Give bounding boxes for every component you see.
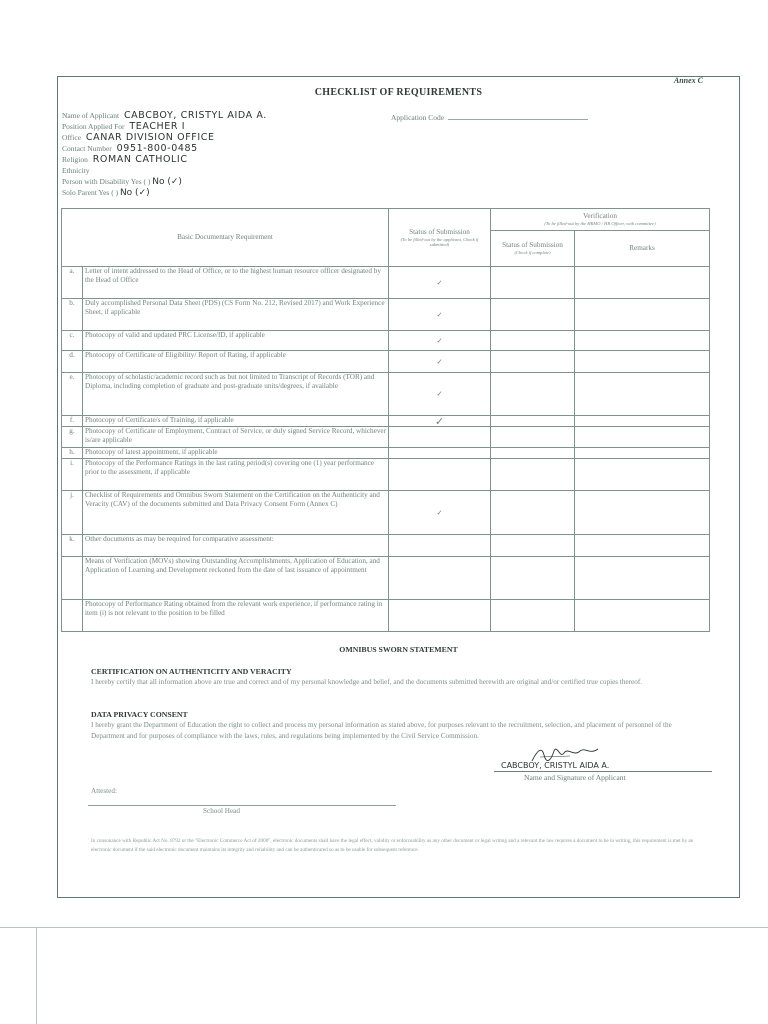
signature-name: CABCBOY, CRISTYL AIDA A. <box>501 761 610 770</box>
application-code-field <box>391 113 588 122</box>
attested-label: Attested: <box>91 787 117 795</box>
signature-line <box>494 771 712 772</box>
header-status: Status of Submission (To be filled-out by the applicant, Check if submitted) <box>389 209 491 267</box>
office-value: CANAR DIVISION OFFICE <box>85 132 215 143</box>
status-check[interactable]: ✓ <box>389 491 491 535</box>
table-row: Photocopy of Performance Rating obtained from the relevant work experience, if performance rating in item (i) is not relevant to the position to be filled <box>62 600 710 632</box>
applicant-name-field: Name of Applicant CABCBOY, CRISTYL AIDA A. <box>62 110 267 121</box>
religion-value: ROMAN CATHOLIC <box>92 154 188 165</box>
status-check[interactable] <box>389 459 491 491</box>
ethnicity-field: Ethnicity <box>62 166 90 175</box>
cav-text: I hereby certify that all information above are true and correct and of my personal knowledge and belief, and the documents submitted herewith are original and/or certified true copies thereof. <box>91 678 643 686</box>
page-bottom-divider <box>0 927 768 928</box>
school-head-line <box>88 805 396 806</box>
table-row: f. Photocopy of Certificate/s of Training, if applicable ✓ <box>62 416 710 427</box>
table-row: b. Duly accomplished Personal Data Sheet (PDS) (CS Form No. 212, Revised 2017) and Work Experience Sheet, if applicable ✓ <box>62 299 710 331</box>
header-verification: Verification (To be filled-out by the HRMO / HR Officer, with committee) <box>491 209 710 231</box>
status-check[interactable]: ✓ <box>389 331 491 351</box>
page-bottom-margin-mark <box>36 927 37 1024</box>
status-check[interactable]: ✓ <box>389 299 491 331</box>
legal-footnote: In consonance with Republic Act No. 8792 or the "Electronic Commerce Act of 2000", electronic documents shall have the legal effect, validity or enforceability as any other document or legal writing and a relevant the law requires a document to be in writing, this requirement is met by an electronic document if the said electronic document maintains its integrity and reliability and can be authenticated so as to be usable for subsequent reference. <box>91 838 694 853</box>
pwd-field: Person with Disability Yes ( ) No (✓) <box>62 177 182 187</box>
table-row: g. Photocopy of Certificate of Employment, Contract of Service, or duly signed Service Record, whichever is/are applicable <box>62 427 710 448</box>
religion-field: Religion ROMAN CATHOLIC <box>62 154 188 165</box>
privacy-text: I hereby grant the Department of Education the right to collect and process my personal information as stated above, for purposes relevant to the recruitment, selection, and placement of personnel of the Department and for purposes of compliance with the laws, rules, and regulations being implemented by the Civil Service Commission. <box>91 721 672 740</box>
status-check[interactable] <box>389 535 491 557</box>
status-check[interactable] <box>389 600 491 632</box>
status-check[interactable] <box>389 557 491 600</box>
header-remarks: Remarks <box>575 231 710 267</box>
table-row: a. Letter of intent addressed to the Head of Office, or to the highest human resource officer designated by the Head of Office ✓ <box>62 267 710 299</box>
solo-no-box: No (✓) <box>119 188 150 198</box>
form-sheet <box>57 76 740 898</box>
cav-heading: CERTIFICATION ON AUTHENTICITY AND VERACITY <box>91 667 292 676</box>
status-check[interactable] <box>389 427 491 448</box>
table-row: e. Photocopy of scholastic/academic record such as but not limited to Transcript of Records (TOR) and Diploma, including completion of graduate and post-graduate units/degrees, if available ✓ <box>62 373 710 416</box>
school-head-caption: School Head <box>203 807 240 815</box>
table-row: k. Other documents as may be required for comparative assessment: <box>62 535 710 557</box>
position-value: TEACHER I <box>129 121 186 132</box>
pwd-yes-box: Yes ( ) <box>130 177 151 186</box>
status-check[interactable]: ✓ <box>389 416 491 427</box>
status-check[interactable]: ✓ <box>389 267 491 299</box>
contact-field: Contact Number 0951-800-0485 <box>62 143 198 154</box>
signature-caption: Name and Signature of Applicant <box>524 773 626 782</box>
contact-value: 0951-800-0485 <box>116 143 198 154</box>
solo-yes-box: Yes ( ) <box>98 188 119 197</box>
omnibus-title: OMNIBUS SWORN STATEMENT <box>339 645 458 654</box>
annex-label: Annex C <box>673 76 703 85</box>
status-check[interactable] <box>389 448 491 459</box>
header-ver-status: Status of Submission (Check if complete) <box>491 231 575 267</box>
solo-parent-field: Solo Parent Yes ( ) No (✓) <box>62 188 150 198</box>
table-row: c. Photocopy of valid and updated PRC License/ID, if applicable ✓ <box>62 331 710 351</box>
table-row: Means of Verification (MOVs) showing Outstanding Accomplishments, Application of Education, and Application of Learning and Development reckoned from the date of last issuance of appointment <box>62 557 710 600</box>
table-row: h. Photocopy of latest appointment, if applicable <box>62 448 710 459</box>
position-field: Position Applied For TEACHER I <box>62 121 186 132</box>
form-title: CHECKLIST OF REQUIREMENTS <box>314 87 483 98</box>
privacy-heading: DATA PRIVACY CONSENT <box>91 710 188 719</box>
pwd-no-box: No (✓) <box>152 177 182 187</box>
table-row: i. Photocopy of the Performance Ratings in the last rating period(s) covering one (1) year performance prior to the assessment, if applicable <box>62 459 710 491</box>
office-field: Office CANAR DIVISION OFFICE <box>62 132 215 143</box>
application-code-label: Application Code <box>391 113 445 122</box>
requirements-table <box>61 208 710 632</box>
table-row: j. Checklist of Requirements and Omnibus Sworn Statement on the Certification on the Authenticity and Veracity (CAV) of the documents submitted and Data Privacy Consent Form (Annex C) ✓ <box>62 491 710 535</box>
applicant-name-value: CABCBOY, CRISTYL AIDA A. <box>123 110 267 121</box>
status-check[interactable]: ✓ <box>389 351 491 373</box>
header-requirement: Basic Documentary Requirement <box>62 209 389 267</box>
status-check[interactable]: ✓ <box>389 373 491 416</box>
table-row: d. Photocopy of Certificate of Eligibility/ Report of Rating, if applicable ✓ <box>62 351 710 373</box>
